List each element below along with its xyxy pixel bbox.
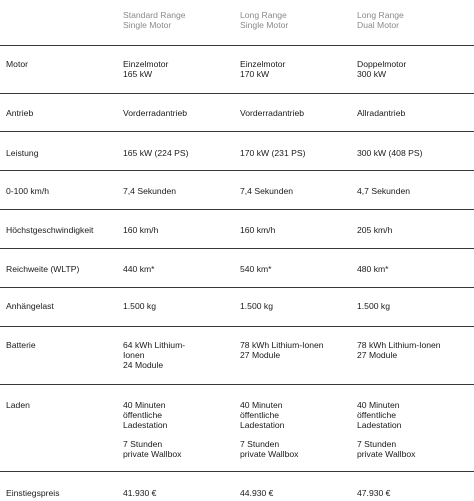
value-line: private Wallbox (357, 449, 416, 459)
spec-value (357, 340, 441, 360)
column-header-line: Standard Range (123, 10, 186, 20)
spec-value: 1.500 kg (357, 301, 390, 311)
value-line: Ionen (123, 350, 145, 360)
value-line: 78 kWh Lithium-Ionen (357, 340, 441, 350)
spec-value: 7,4 Sekunden (123, 186, 177, 196)
spec-value: 165 kW (224 PS) (123, 148, 189, 158)
spec-value (357, 59, 406, 79)
spec-value (240, 340, 324, 360)
value-line: private Wallbox (240, 449, 299, 459)
value-line: öffentliche (357, 410, 397, 420)
spec-value: 1.500 kg (123, 301, 156, 311)
value-line: Einzelmotor (240, 59, 286, 69)
spec-row-range (0, 248, 474, 288)
spec-value: 170 kW (231 PS) (240, 148, 306, 158)
row-label: Anhängelast (6, 301, 54, 311)
spec-row-top-speed (0, 209, 474, 249)
spec-value (123, 340, 185, 370)
spec-value: Vorderradantrieb (123, 108, 188, 118)
row-label: Batterie (6, 340, 36, 350)
spec-value: 1.500 kg (240, 301, 273, 311)
value-line: 170 kW (240, 69, 270, 79)
spec-value: 4,7 Sekunden (357, 186, 411, 196)
value-line: 27 Module (357, 350, 398, 360)
value-line: Ladestation (357, 420, 402, 430)
column-header-line: Long Range (240, 10, 287, 20)
value-line: private Wallbox (123, 449, 182, 459)
value-line: 7 Stunden (123, 439, 163, 449)
spec-value: Allradantrieb (357, 108, 406, 118)
column-header-standard-range (123, 10, 186, 30)
value-line: 40 Minuten (240, 400, 283, 410)
value-line: 78 kWh Lithium-Ionen (240, 340, 324, 350)
column-header-long-range-dual (357, 10, 404, 30)
value-line: 64 kWh Lithium- (123, 340, 186, 350)
value-line: 165 kW (123, 69, 153, 79)
spec-value: 7,4 Sekunden (240, 186, 294, 196)
value-line: öffentliche (123, 410, 163, 420)
spec-value: Vorderradantrieb (240, 108, 305, 118)
row-label: Höchstgeschwindigkeit (6, 225, 94, 235)
spec-value (123, 400, 181, 459)
value-line: 27 Module (240, 350, 281, 360)
row-label: Einstiegspreis (6, 488, 60, 498)
row-label: Laden (6, 400, 30, 410)
column-header-line: Single Motor (123, 20, 172, 30)
value-line: Doppelmotor (357, 59, 407, 69)
row-label: Antrieb (6, 108, 34, 118)
spec-value (357, 400, 415, 459)
spec-row-battery (0, 326, 474, 385)
spec-value: 480 km* (357, 264, 389, 274)
spec-value: 440 km* (123, 264, 155, 274)
value-line: 7 Stunden (240, 439, 280, 449)
row-label: Leistung (6, 148, 39, 158)
value-line: 300 kW (357, 69, 387, 79)
spec-value: 300 kW (408 PS) (357, 148, 423, 158)
spec-row-price (0, 471, 474, 501)
column-header-line: Single Motor (240, 20, 289, 30)
column-header-long-range-single (240, 10, 288, 30)
spec-row-towing (0, 287, 474, 327)
header-row (0, 0, 474, 45)
value-line: 40 Minuten (123, 400, 166, 410)
value-line: öffentliche (240, 410, 280, 420)
row-label: Motor (6, 59, 28, 69)
spec-row-motor (0, 45, 474, 94)
spec-value: 540 km* (240, 264, 272, 274)
value-line: 7 Stunden (357, 439, 397, 449)
column-header-line: Dual Motor (357, 20, 400, 30)
spec-value (240, 400, 298, 459)
spec-value: 160 km/h (240, 225, 276, 235)
value-line: 40 Minuten (357, 400, 400, 410)
row-label: 0-100 km/h (6, 186, 49, 196)
spec-value: 47.930 € (357, 488, 391, 498)
value-line: Einzelmotor (123, 59, 169, 69)
spec-row-charging (0, 384, 474, 472)
value-line: Ladestation (123, 420, 168, 430)
spec-value (123, 59, 168, 79)
value-line: Ladestation (240, 420, 285, 430)
spec-value: 41.930 € (123, 488, 157, 498)
row-label: Reichweite (WLTP) (6, 264, 80, 274)
value-line: 24 Module (123, 360, 164, 370)
spec-value: 205 km/h (357, 225, 393, 235)
spec-row-acceleration (0, 170, 474, 210)
column-header-line: Long Range (357, 10, 404, 20)
spec-value: 160 km/h (123, 225, 159, 235)
spec-value: 44.930 € (240, 488, 274, 498)
spec-row-antrieb (0, 93, 474, 132)
spec-row-leistung (0, 131, 474, 171)
spec-value (240, 59, 285, 79)
